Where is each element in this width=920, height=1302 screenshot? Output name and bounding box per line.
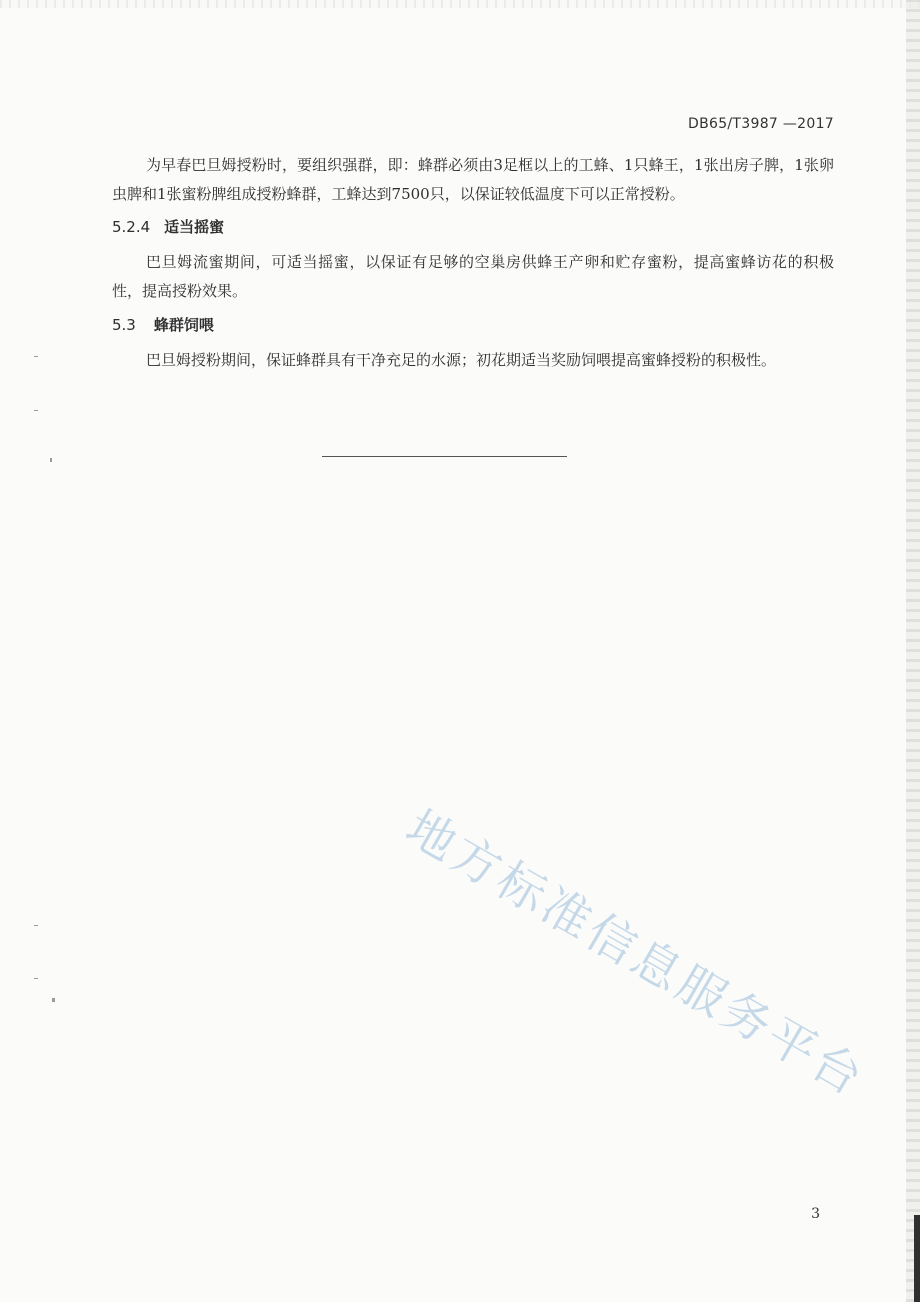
scan-speck [34, 925, 38, 926]
paragraph-pollination-colony: 为早春巴旦姆授粉时，要组织强群，即：蜂群必须由3足框以上的工蜂、1只蜂王，1张出房子脾，1张卵虫脾和1张蜜粉脾组成授粉蜂群，工蜂达到7500只，以保证较低温度下可以正常授粉。 [112, 156, 834, 203]
scan-speck [52, 998, 55, 1002]
paragraph-honey-extraction: 巴旦姆流蜜期间，可适当摇蜜，以保证有足够的空巢房供蜂王产卵和贮存蜜粉，提高蜜蜂访花的积极性，提高授粉效果。 [112, 253, 834, 300]
scan-speck [34, 410, 38, 411]
section-number: 5.2.4 [112, 218, 151, 236]
scan-speck [34, 356, 38, 357]
watermark-text: 地方标准信息服务平台 [396, 799, 875, 1109]
scan-speck [34, 978, 38, 979]
section-heading-5-3 [112, 314, 214, 335]
scan-edge-right-dark [914, 1215, 920, 1302]
section-title: 蜂群饲喂 [153, 316, 214, 334]
end-of-document-rule [322, 456, 567, 457]
section-title: 适当摇蜜 [164, 218, 225, 236]
page-number: 3 [811, 1206, 820, 1222]
standard-code: DB65/T3987 —2017 [688, 116, 834, 132]
scan-edge-right [906, 0, 920, 1302]
paragraph-colony-feeding: 巴旦姆授粉期间，保证蜂群具有干净充足的水源；初花期适当奖励饲喂提高蜜蜂授粉的积极性。 [146, 351, 777, 369]
section-number: 5.3 [112, 316, 136, 334]
scan-edge-top [0, 0, 920, 8]
scan-speck [50, 458, 52, 462]
section-heading-5-2-4 [112, 216, 224, 237]
